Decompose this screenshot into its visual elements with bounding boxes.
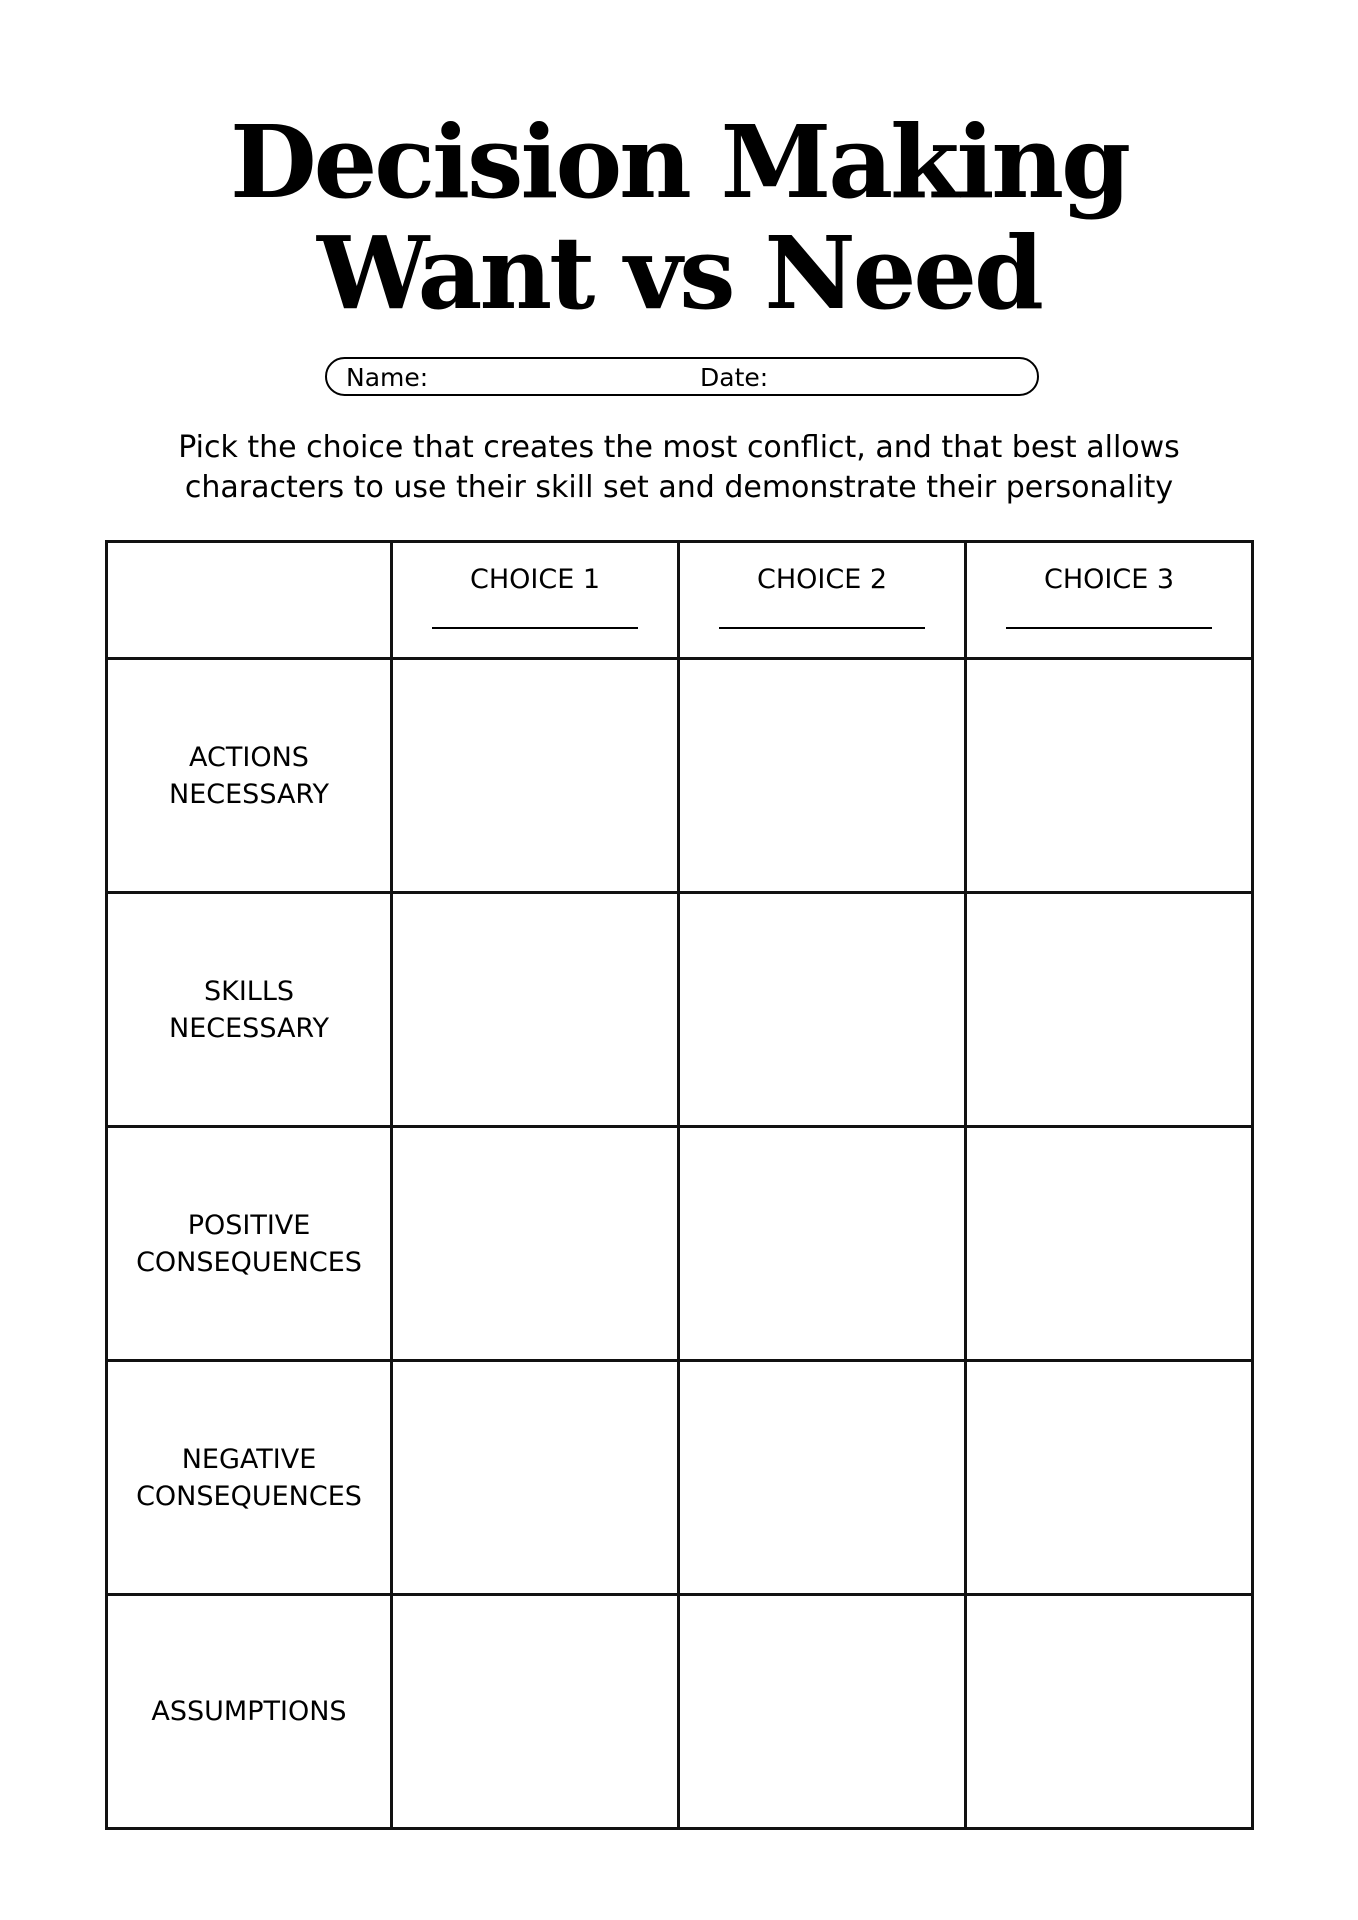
instructions-line-1: Pick the choice that creates the most conflict, and that best allows xyxy=(178,430,1180,465)
row-label-line: ASSUMPTIONS xyxy=(151,1696,347,1727)
instructions xyxy=(100,428,1258,508)
answer-cell[interactable] xyxy=(392,893,679,1127)
instructions-line-2: characters to use their skill set and demonstrate their personality xyxy=(184,470,1174,505)
name-date-bar xyxy=(325,357,1039,396)
row-label-line: NEGATIVE xyxy=(181,1443,317,1475)
date-field-label: Date: xyxy=(700,363,769,392)
choice-3-label: CHOICE 3 xyxy=(1043,564,1175,595)
table-row xyxy=(107,1595,1253,1829)
answer-cell[interactable] xyxy=(679,1595,966,1829)
answer-cell[interactable] xyxy=(392,1595,679,1829)
row-label-line: POSITIVE xyxy=(187,1209,311,1241)
choice-2-write-line[interactable] xyxy=(719,627,925,629)
page-title-line-2: Want vs Need xyxy=(317,214,1041,332)
decision-table xyxy=(105,540,1254,1830)
table-row xyxy=(107,893,1253,1127)
row-label-line: SKILLS xyxy=(203,975,295,1007)
choice-1-header[interactable] xyxy=(392,542,679,659)
choice-1-label: CHOICE 1 xyxy=(469,564,601,595)
table-row xyxy=(107,659,1253,893)
empty-corner-cell xyxy=(107,542,392,659)
row-label-line: ACTIONS xyxy=(189,741,309,773)
row-label-line: CONSEQUENCES xyxy=(136,1246,362,1278)
row-label-assumptions xyxy=(107,1595,392,1829)
answer-cell[interactable] xyxy=(966,1595,1253,1829)
page-title-line-1: Decision Making xyxy=(229,103,1129,221)
row-label-skills-necessary xyxy=(107,893,392,1127)
choice-2-header[interactable] xyxy=(679,542,966,659)
answer-cell[interactable] xyxy=(966,1127,1253,1361)
row-label-positive-consequences xyxy=(107,1127,392,1361)
answer-cell[interactable] xyxy=(966,1361,1253,1595)
answer-cell[interactable] xyxy=(392,659,679,893)
row-label-line: CONSEQUENCES xyxy=(136,1480,362,1512)
table-header-row xyxy=(107,542,1253,659)
row-label-negative-consequences xyxy=(107,1361,392,1595)
table-row xyxy=(107,1361,1253,1595)
answer-cell[interactable] xyxy=(966,659,1253,893)
name-field-label: Name: xyxy=(346,363,429,392)
answer-cell[interactable] xyxy=(679,1127,966,1361)
answer-cell[interactable] xyxy=(679,1361,966,1595)
answer-cell[interactable] xyxy=(679,893,966,1127)
answer-cell[interactable] xyxy=(392,1361,679,1595)
row-label-actions-necessary xyxy=(107,659,392,893)
table-row xyxy=(107,1127,1253,1361)
choice-3-header[interactable] xyxy=(966,542,1253,659)
choice-1-write-line[interactable] xyxy=(432,627,638,629)
row-label-line: NECESSARY xyxy=(169,1012,329,1044)
answer-cell[interactable] xyxy=(392,1127,679,1361)
answer-cell[interactable] xyxy=(966,893,1253,1127)
choice-2-label: CHOICE 2 xyxy=(756,564,888,595)
choice-3-write-line[interactable] xyxy=(1006,627,1212,629)
row-label-line: NECESSARY xyxy=(169,778,329,810)
answer-cell[interactable] xyxy=(679,659,966,893)
